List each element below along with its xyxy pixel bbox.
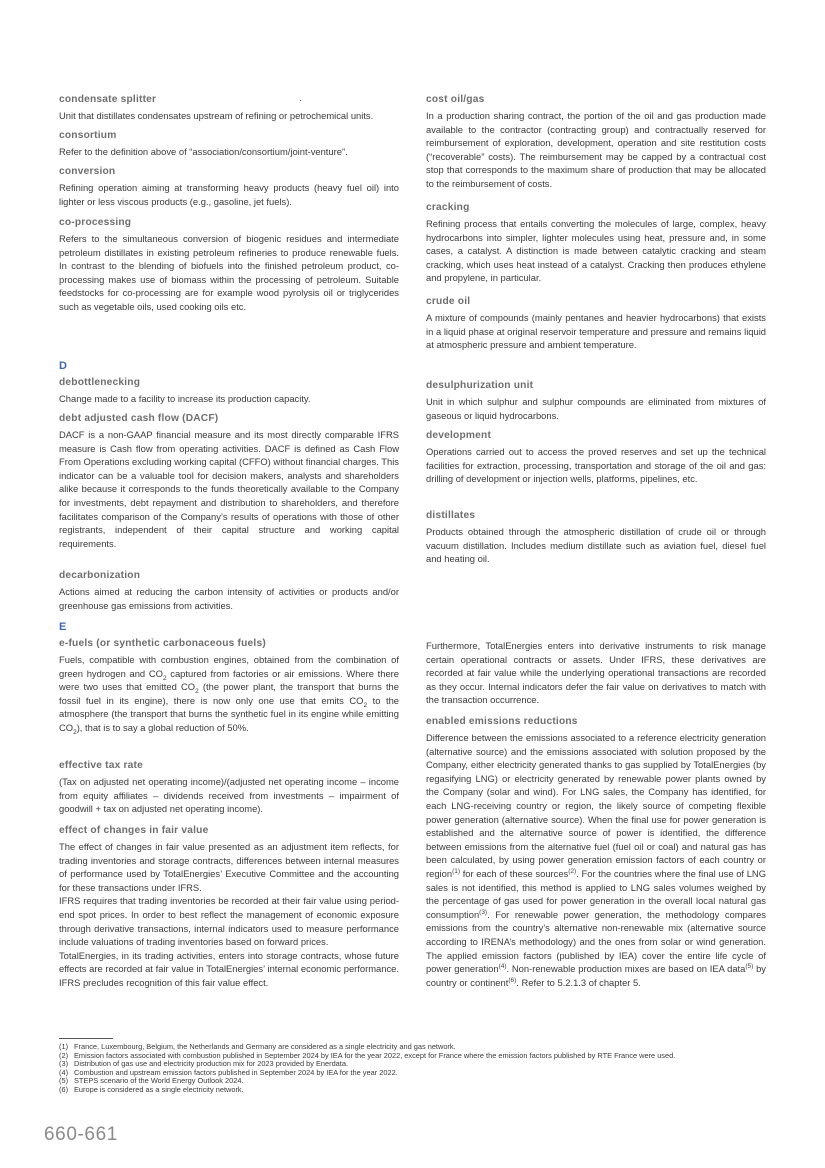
entry-distillates — [426, 509, 766, 566]
definition: Unit that distillates condensates upstream of refining or petrochemical units. — [59, 110, 374, 121]
term: crude oil — [426, 296, 471, 307]
term: distillates — [426, 510, 476, 521]
footnotes — [59, 1043, 767, 1095]
entry-cracking — [426, 201, 766, 285]
entry-desulphurization-unit — [426, 379, 766, 422]
section-letter-d: D — [59, 360, 67, 372]
term: debottlenecking — [59, 377, 141, 388]
definition: A mixture of compounds (mainly pentanes and heavier hydrocarbons) that exists in a liquid phase at original reservoir temperature and pressure and remains liquid at atmospheric pressure and ambient temperature. — [426, 312, 766, 351]
entry-conversion — [59, 165, 399, 208]
page-number: 660-661 — [44, 1124, 118, 1145]
entry-debottlenecking — [59, 376, 399, 406]
footnote: (4) Combustion and upstream emission factors published in September 2024 by IEA for the year 2022. — [59, 1067, 398, 1077]
definition: Products obtained through the atmospheric distillation of crude oil or through vacuum distillation. Includes medium distillate such as aviation fuel, diesel fuel and heating oil. — [426, 526, 766, 565]
definition: Refining process that entails converting the molecules of large, complex, heavy hydrocarbons into simpler, lighter molecules using heat, pressure and, in some cases, a catalyst. A distinction is made between catalytic cracking and steam cracking, which uses heat instead of a catalyst. Cracking then produces ethylene and propylene, in particular. — [426, 218, 766, 284]
footnote: (3) Distribution of gas use and electricity production mix for 2023 provided by Enerdata. — [59, 1059, 349, 1069]
term: conversion — [59, 166, 116, 177]
entry-enabled-emissions-reductions — [426, 715, 766, 989]
definition: (Tax on adjusted net operating income)/(adjusted net operating income – income from equity affiliates – dividends received from investments – impairment of goodwill + tax on adjusted net operating income). — [59, 776, 399, 815]
definition: Refers to the simultaneous conversion of biogenic residues and intermediate petroleum distillates in existing petroleum refineries to produce renewable fuels. In contrast to the blending of biofuels into the finished petroleum product, co-processing makes use of biomass within the processing of petroleum. Suitable feedstocks for co-processing are for example wood pyrolysis oil or triglycerides such as vegetable oils, used cooking oils etc. — [59, 233, 399, 312]
definition: The effect of changes in fair value presented as an adjustment item reflects, for trading inventories and storage contracts, differences between internal measures of performance used by TotalEnergies’ Executive Committee and the accounting for these transactions under IFRS. IFRS requires that trading inventories be recorded at their fair value using period-end spot prices. In order to best reflect the management of economic exposure through derivative transactions, internal indicators used to measure performance include valuations of trading inventories based on forward prices. TotalEnergies, in its trading activities, enters into storage contracts, whose future effects are recorded at fair value in TotalEnergies’ internal economic performance. IFRS precludes recognition of this fair value effect. — [59, 841, 399, 988]
definition: Refining operation aiming at transforming heavy products (heavy fuel oil) into lighter or less viscous products (e.g., gasoline, jet fuels). — [59, 182, 399, 207]
term: effective tax rate — [59, 760, 144, 771]
term: enabled emissions reductions — [426, 716, 578, 727]
footnote-ref: (4) — [498, 962, 507, 970]
definition: DACF is a non-GAAP financial measure and its most directly comparable IFRS measure is Cash flow from operating activities. DACF is defined as Cash Flow From Operations excluding working capital (CFFO) without financial charges. This indicator can be a valuable tool for decision makers, analysts and shareholders alike because it corresponds to the funds theoretically available to the Company for investments, debt repayment and distribution to shareholders, and therefore facilitates comparison of the Company’s results of operations with those of other registrants, independent of their capital structure and working capital requirements. — [59, 429, 399, 549]
entry-effective-tax-rate — [59, 759, 399, 816]
entry-development — [426, 429, 766, 486]
section-letter-e: E — [59, 621, 67, 633]
entry-condensate-splitter — [59, 93, 399, 123]
definition: Unit in which sulphur and sulphur compounds are eliminated from mixtures of gaseous or liquid hydrocarbons. — [426, 396, 766, 421]
entry-e-fuels — [59, 637, 399, 735]
footnote-ref: (2) — [568, 867, 577, 875]
footnote-ref: (3) — [479, 908, 488, 916]
definition: Change made to a facility to increase its production capacity. — [59, 393, 311, 404]
definition: Actions aimed at reducing the carbon intensity of activities or products and/or greenhouse gas emissions from activities. — [59, 586, 399, 611]
definition: Fuels, compatible with combustion engines, obtained from the combination of green hydrogen and $CO_2$ captured from factories or air emissions. Where there were two uses that emitted $CO_2$ (the power plant, the transport that burns the fossil fuel in its engine), there is now only one use that emits $CO_2$ to the atmosphere (the transport that burns the synthetic fuel in its engine while emitting $CO_2$), that is to say a global reduction of 50%. — [59, 654, 399, 736]
entry-decarbonization — [59, 569, 399, 612]
entry-co-processing — [59, 216, 399, 314]
entry-consortium — [59, 129, 399, 159]
term: decarbonization — [59, 570, 141, 581]
term: desulphurization unit — [426, 380, 534, 391]
footnote-ref: (6) — [508, 976, 517, 984]
definition: In a production sharing contract, the portion of the oil and gas production made available to the contractor (contracting group) and contractually reserved for reimbursement of exploration, development, operation and site restitution costs (“recoverable” costs). The reimbursement may be capped by a contractual cost stop that corresponds to the maximum share of production that may be allocated to the reimbursement of costs. — [426, 110, 766, 189]
term: cracking — [426, 202, 470, 213]
entry-dacf — [59, 412, 399, 550]
term: development — [426, 430, 492, 441]
footnote: (1) France, Luxembourg, Belgium, the Netherlands and Germany are considered as a single electricity and gas network. — [59, 1042, 456, 1051]
footnote: (2) Emission factors associated with combustion published in September 2024 by IEA for the year 2022, except for France where the emission factors published by RTE France were used. — [59, 1050, 676, 1060]
entry-cost-oil-gas — [426, 93, 766, 191]
definition-continued: Furthermore, TotalEnergies enters into derivative instruments to risk manage certain operational contracts or assets. Under IFRS, these derivatives are recorded at fair value while the underlying operational transactions are recorded as they occur. Internal indicators defer the fair value on derivatives to match with the transaction occurrence. — [426, 640, 766, 706]
definition: Operations carried out to access the proved reserves and set up the technical facilities for extraction, processing, transportation and storage of the oil and gas: drilling of development or injection wells, platforms, pipelines, etc. — [426, 446, 766, 485]
entry-effect-of-changes-continued — [426, 639, 766, 707]
definition: Difference between the emissions associated to a reference electricity generation (alternative source) and the emissions associated with solution proposed by the Company, either electricity generated thanks to gas supplied by TotalEnergies (by regasifying LNG) or electricity generated by renewable power plants owned by the Company (solar and wind). For LNG sales, the Company has identified, for each LNG-receiving country or region, the likely source of competing flexible power generation (alternative source). When the final use for power generation is established and the alternative source of power is identified, the difference between emissions from the alternative fuel (fuel oil or coal) and natural gas has been calculated, by using power generation emission factors of each country or region$^{(1)}$ for each of these sources$^{(2)}$. For the countries where the final use of LNG sales is not identified, this method is applied to LNG sales volumes weighed by the percentage of gas used for power generation in the overall local natural gas consumption$^{(3)}$. For renewable power generation, the methodology compares emissions from the country’s alternative non-renewable mix (alternative source according to IRENA’s methodology) and the ones from solar or wind generation. The applied emission factors (published by IEA) cover the entire life cycle of power generation$^{(4)}$. Non-renewable production mixes are based on IEA data$^{(5)}$ by country or continent$^{(6)}$. Refer to 5.2.1.3 of chapter 5. — [426, 732, 766, 988]
entry-effect-of-changes-in-fair-value — [59, 824, 399, 990]
term: co-processing — [59, 217, 132, 228]
entry-crude-oil — [426, 295, 766, 352]
footnote-divider — [59, 1038, 113, 1039]
footnote: (6) Europe is considered as a single electricity network. — [59, 1084, 244, 1094]
footnote-ref: (5) — [745, 962, 754, 970]
definition: Refer to the definition above of “association/consortium/joint-venture”. — [59, 146, 348, 157]
term: consortium — [59, 130, 117, 141]
term: condensate splitter — [59, 94, 157, 105]
footnote: (5) STEPS scenario of the World Energy Outlook 2024. — [59, 1076, 244, 1086]
term: e-fuels (or synthetic carbonaceous fuels) — [59, 638, 266, 649]
term: effect of changes in fair value — [59, 825, 209, 836]
term: debt adjusted cash flow (DACF) — [59, 413, 219, 424]
term: cost oil/gas — [426, 94, 485, 105]
footnote-ref: (1) — [452, 867, 461, 875]
